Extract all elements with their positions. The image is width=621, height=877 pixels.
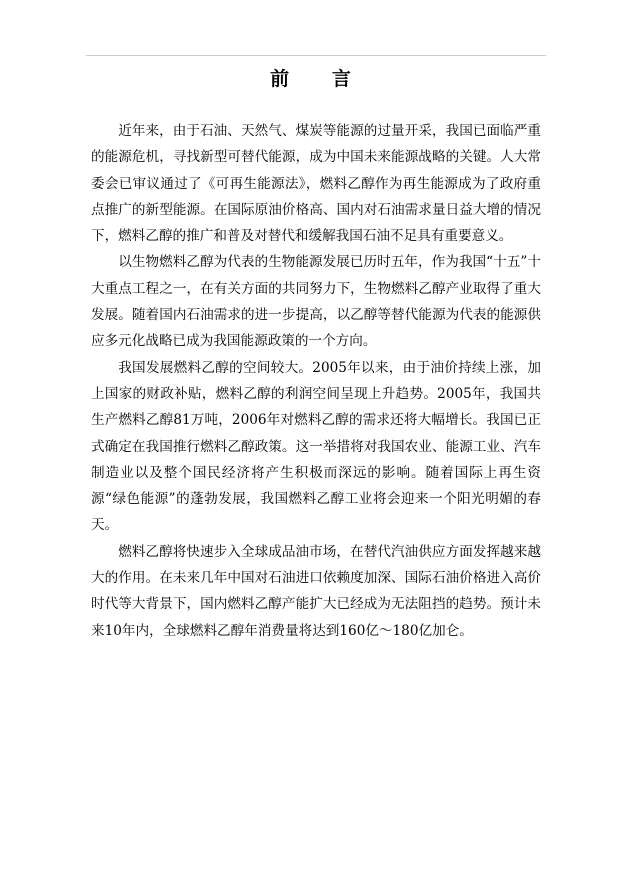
paragraph-3: 我国发展燃料乙醇的空间较大。2005年以来，由于油价持续上涨，加上国家的财政补贴，燃料乙醇的利润空间呈现上升趋势。2005年，我国共生产燃料乙醇81万吨，2006年对燃料乙醇的需求还将大幅增长。我国已正式确定在我国推行燃料乙醇政策。这一举措将对我国农业、能源工业、汽车制造业以及整个国民经济将产生积极而深远的影响。随着国际上再生资源“绿色能源”的蓬勃发展，我国燃料乙醇工业将会迎来一个阳光明媚的春天。 <box>91 359 541 534</box>
paragraph-1: 近年来，由于石油、天然气、煤炭等能源的过量开采，我国已面临严重的能源危机，寻找新型可替代能源，成为中国未来能源战略的关键。人大常委会已审议通过了《可再生能源法》，燃料乙醇作为再生能源成为了政府重点推广的新型能源。在国际原油价格高、国内对石油需求量日益大增的情况下，燃料乙醇的推广和普及对替代和缓解我国石油不足具有重要意义。 <box>91 123 541 245</box>
page-title: 前 言 <box>270 68 369 90</box>
document-body <box>91 118 541 644</box>
paragraph-2: 以生物燃料乙醇为代表的生物能源发展已历时五年，作为我国“十五”十大重点工程之一，在有关方面的共同努力下，生物燃料乙醇产业取得了重大发展。随着国内石油需求的进一步提高，以乙醇等替代能源为代表的能源供应多元化战略已成为我国能源政策的一个方向。 <box>91 254 541 350</box>
paragraph-4: 燃料乙醇将快速步入全球成品油市场，在替代汽油供应方面发挥越来越大的作用。在未来几年中国对石油进口依赖度加深、国际石油价格进入高价时代等大背景下，国内燃料乙醇产能扩大已经成为无法阻挡的趋势。预计未来10年内，全球燃料乙醇年消费量将达到160亿～180亿加仑。 <box>91 543 541 639</box>
header-rule <box>86 55 546 56</box>
